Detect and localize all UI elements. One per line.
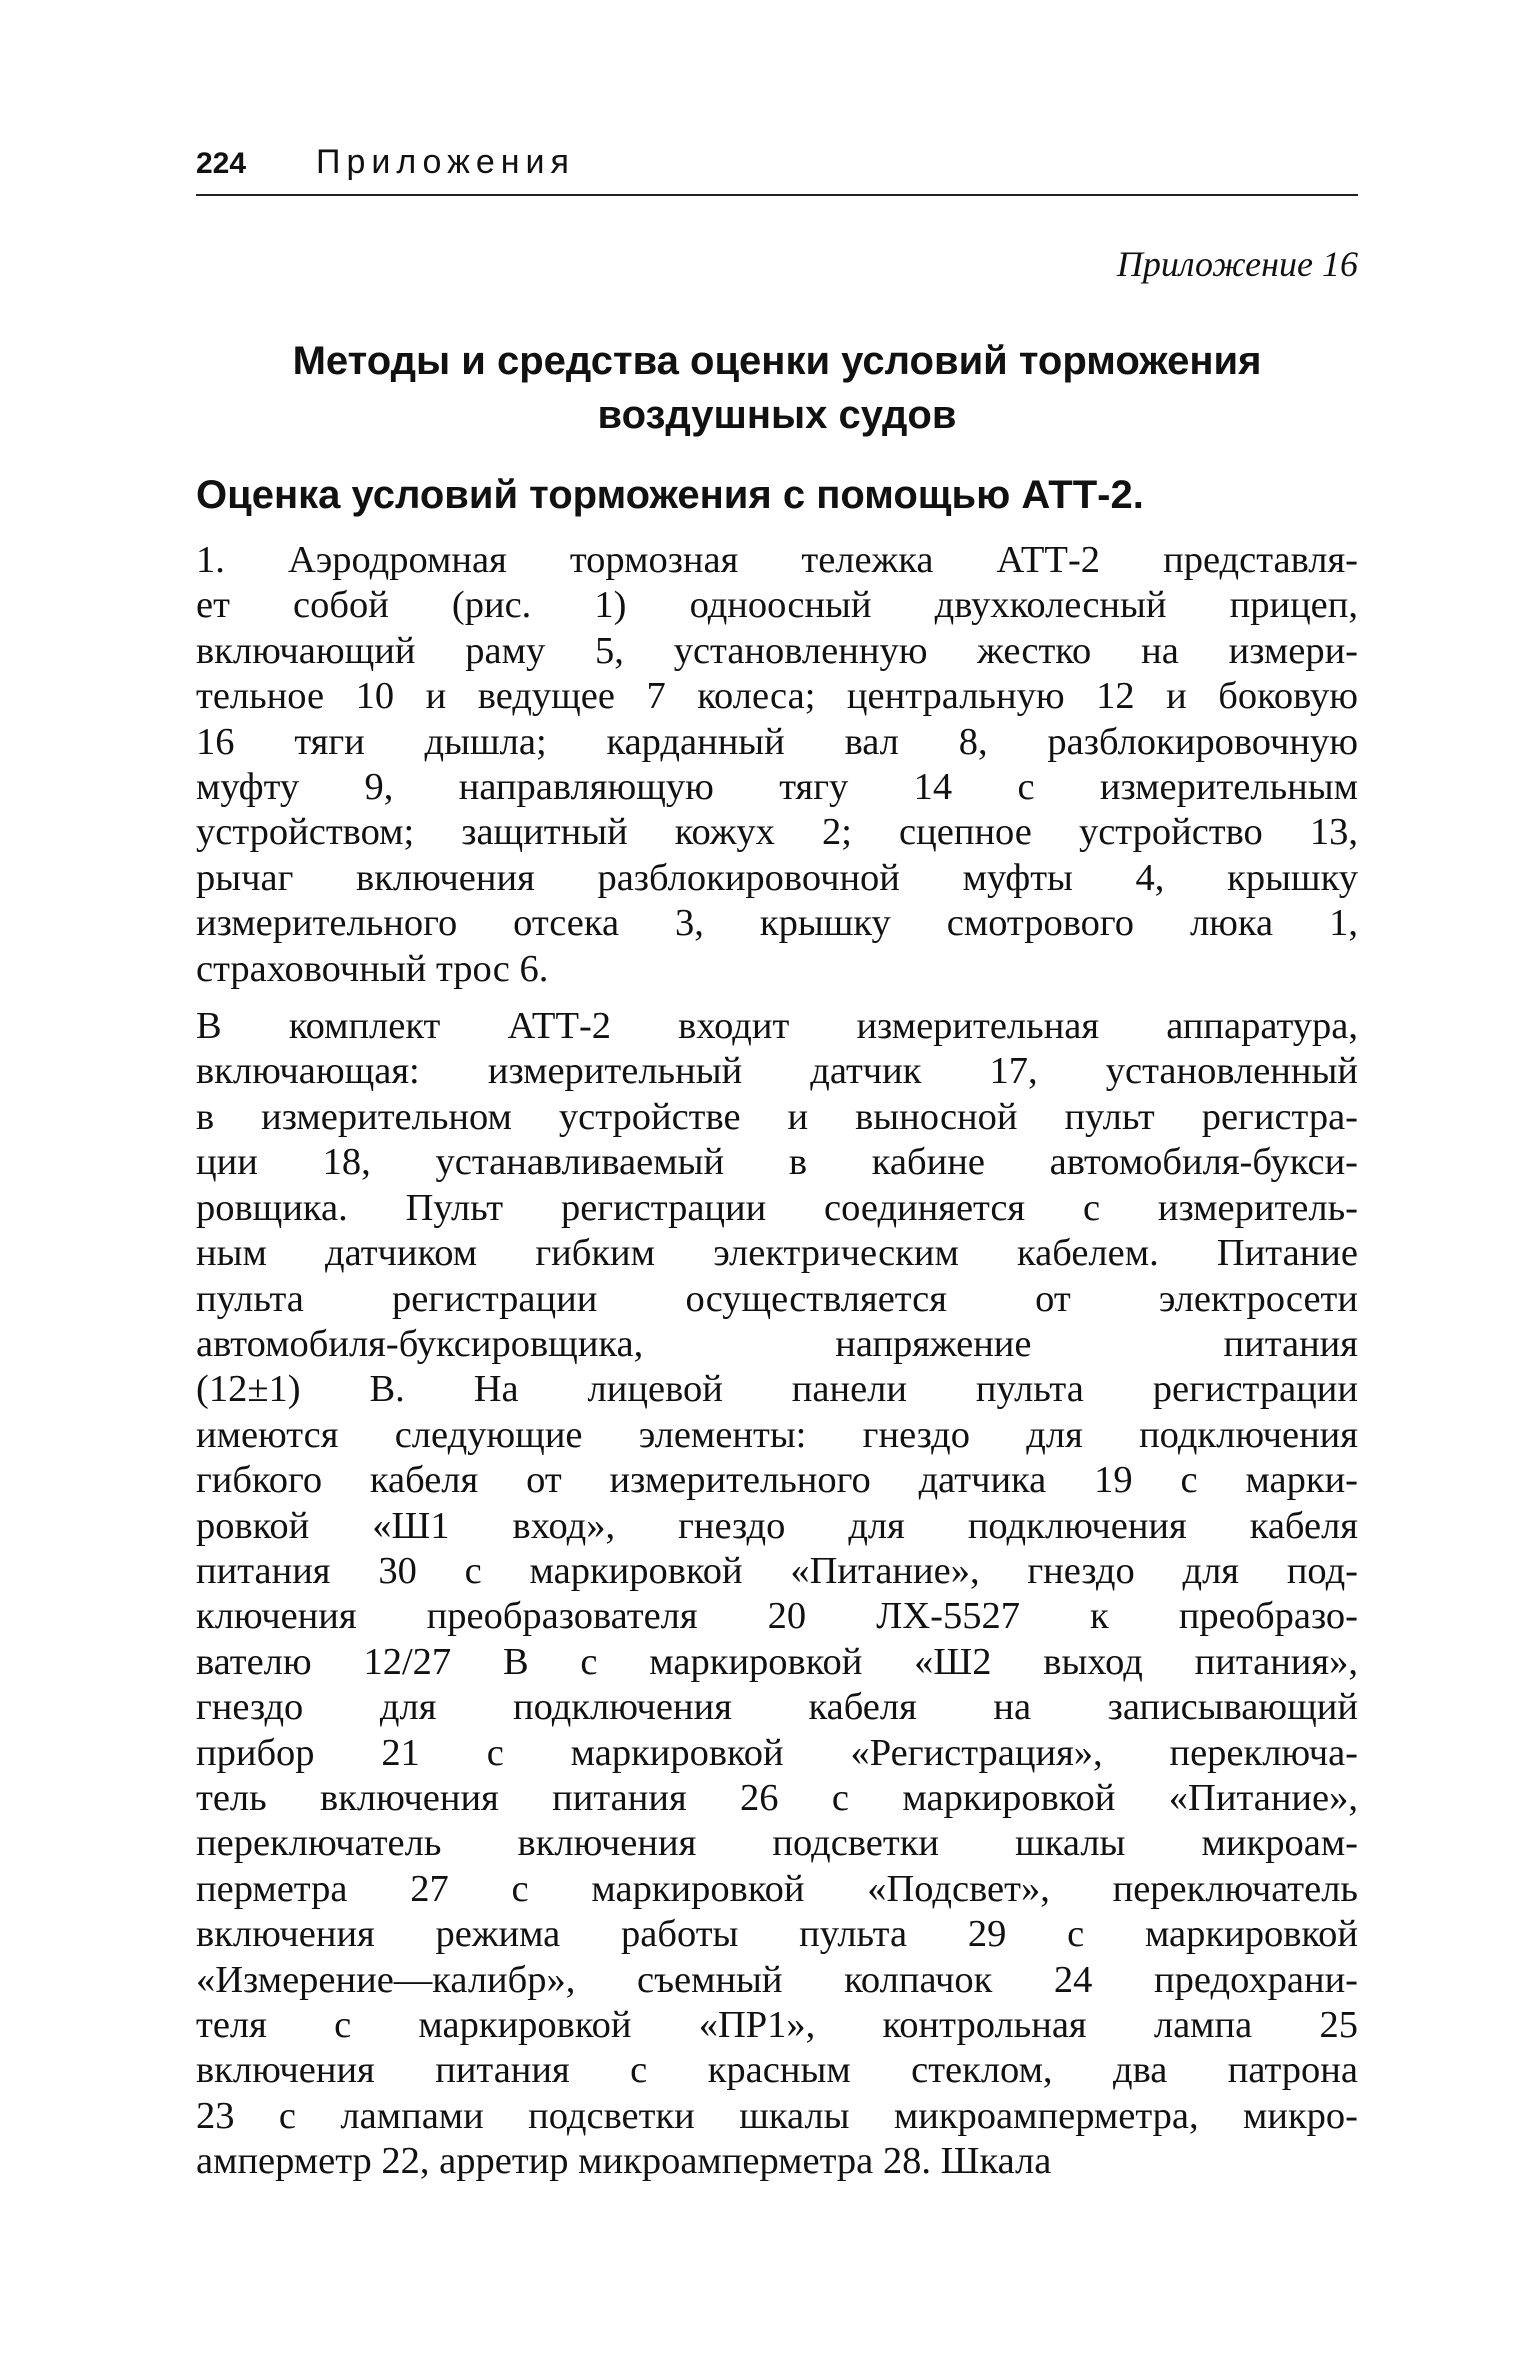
document-title: [196, 334, 1358, 442]
text-line: тельное 10 и ведущее 7 колеса; центральную 12 и боковую: [196, 675, 1358, 718]
text-line: включения питания с красным стеклом, два патрона: [196, 2049, 1358, 2092]
text-line: 16 тяги дышла; карданный вал 8, разблокировочную: [196, 720, 1358, 763]
text-line: питания 30 с маркировкой «Питание», гнездо для под-: [196, 1549, 1358, 1592]
text-line: теля с маркировкой «ПР1», контрольная лампа 25: [196, 2004, 1358, 2046]
text-line: включающая: измерительный датчик 17, установленный: [196, 1050, 1358, 1093]
text-line: 1. Аэродромная тормозная тележка АТТ-2 представля-: [196, 539, 1358, 581]
appendix-label: Приложение 16: [1116, 244, 1358, 284]
text-line: прибор 21 с маркировкой «Регистрация», переключа-: [196, 1731, 1358, 1774]
section-subtitle: Оценка условий торможения с помощью АТТ-2.: [196, 473, 1144, 517]
text-line: пульта регистрации осуществляется от электросети: [196, 1277, 1358, 1320]
text-line: ровщика. Пульт регистрации соединяется с измеритель-: [196, 1186, 1358, 1229]
title-line: Методы и средства оценки условий торможения: [292, 339, 1262, 383]
section-name: Приложения: [316, 143, 575, 181]
text-line: тель включения питания 26 с маркировкой «Питание»,: [196, 1776, 1358, 1819]
text-line: ровкой «Ш1 вход», гнездо для подключения кабеля: [196, 1504, 1358, 1547]
text-line: имеются следующие элементы: гнездо для подключения: [196, 1413, 1358, 1456]
text-line: В комплект АТТ-2 входит измерительная аппаратура,: [196, 1005, 1358, 1048]
text-line: в измерительном устройстве и выносной пульт регистра-: [196, 1095, 1358, 1138]
document-page: [196, 140, 1358, 2185]
running-header: [196, 140, 1358, 196]
page-number: 224: [196, 147, 247, 180]
text-line: (12±1) В. На лицевой панели пульта регистрации: [196, 1368, 1358, 1411]
text-line: перметра 27 с маркировкой «Подсвет», переключатель: [196, 1867, 1358, 1910]
text-line: ет собой (рис. 1) одноосный двухколесный прицеп,: [196, 584, 1358, 627]
paragraph-description: [196, 538, 1358, 992]
text-line: «Измерение—калибр», съемный колпачок 24 предохрани-: [196, 1958, 1358, 2001]
text-line: включения режима работы пульта 29 с маркировкой: [196, 1913, 1358, 1956]
text-line: измерительного отсека 3, крышку смотрового люка 1,: [196, 902, 1358, 945]
text-line: рычаг включения разблокировочной муфты 4, крышку: [196, 856, 1358, 899]
text-line: включающий раму 5, установленную жестко на измери-: [196, 629, 1358, 672]
text-line: вателю 12/27 В с маркировкой «Ш2 выход питания»,: [196, 1640, 1358, 1683]
text-line: переключатель включения подсветки шкалы микроам-: [196, 1822, 1358, 1865]
text-line: ключения преобразователя 20 ЛХ-5527 к преобразо-: [196, 1595, 1358, 1638]
text-line: ции 18, устанавливаемый в кабине автомобиля-букси-: [196, 1141, 1358, 1184]
text-line: амперметр 22, арретир микроамперметра 28. Шкала: [196, 2140, 1052, 2183]
text-line: гнездо для подключения кабеля на записывающий: [196, 1686, 1358, 1729]
text-line: ным датчиком гибким электрическим кабелем. Питание: [196, 1232, 1358, 1275]
text-line: 23 с лампами подсветки шкалы микроамперметра, микро-: [196, 2094, 1358, 2137]
text-line: автомобиля-буксировщика, напряжение питания: [196, 1322, 1358, 1365]
paragraph-equipment: [196, 1004, 1358, 2185]
text-line: гибкого кабеля от измерительного датчика 19 с марки-: [196, 1459, 1358, 1502]
text-line: муфту 9, направляющую тягу 14 с измерительным: [196, 766, 1358, 809]
title-line: воздушных судов: [597, 393, 957, 437]
text-line: устройством; защитный кожух 2; сцепное устройство 13,: [196, 811, 1358, 854]
text-line: страховочный трос 6.: [196, 947, 549, 990]
